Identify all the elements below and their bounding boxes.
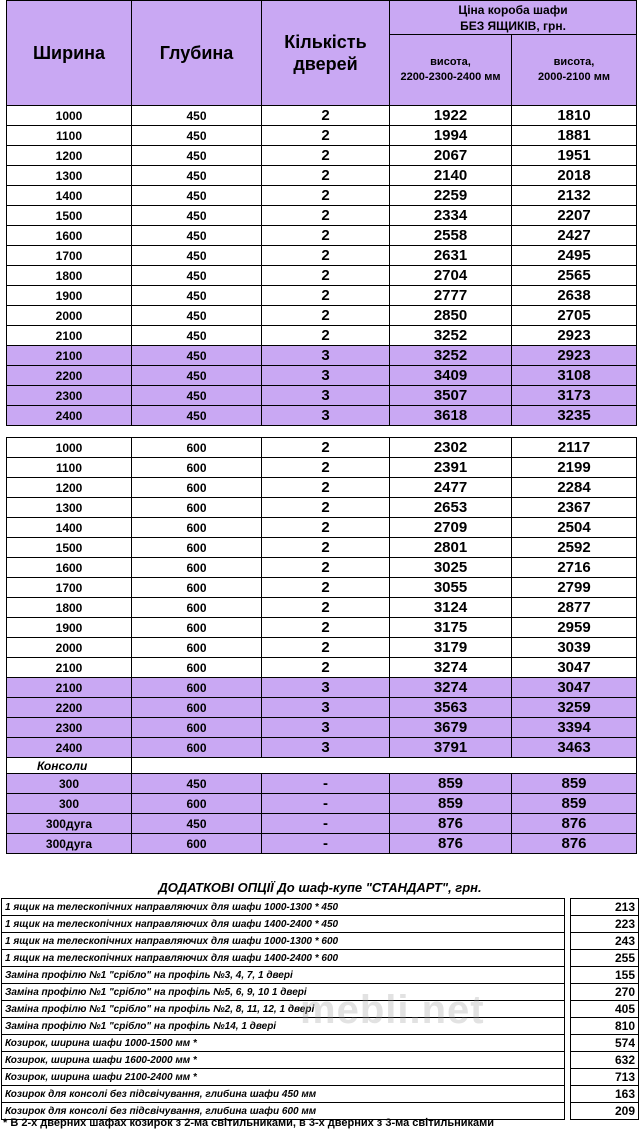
price-short-cell: 2199 <box>512 458 637 478</box>
option-row <box>2 1052 639 1069</box>
doors-cell: 2 <box>262 266 390 286</box>
width-cell: 1900 <box>7 618 132 638</box>
option-price: 213 <box>571 899 639 916</box>
price-short-cell: 2117 <box>512 438 637 458</box>
width-cell: 300дуга <box>7 814 132 834</box>
doors-cell: 2 <box>262 286 390 306</box>
option-label: 1 ящик на телескопічних направляючих для шафи 1400-2400 * 450 <box>2 916 565 933</box>
option-price: 155 <box>571 967 639 984</box>
option-row <box>2 984 639 1001</box>
price-tall-cell: 3563 <box>390 698 512 718</box>
option-row <box>2 933 639 950</box>
width-cell: 300дуга <box>7 834 132 854</box>
width-cell: 2000 <box>7 306 132 326</box>
options-title: ДОДАТКОВІ ОПЦІЇ До шаф-купе "СТАНДАРТ", грн. <box>158 880 482 895</box>
price-tall-cell: 3274 <box>390 678 512 698</box>
option-row <box>2 1035 639 1052</box>
price-tall-cell: 2558 <box>390 226 512 246</box>
width-cell: 2000 <box>7 638 132 658</box>
depth-cell: 600 <box>132 458 262 478</box>
option-price: 243 <box>571 933 639 950</box>
price-short-cell: 3463 <box>512 738 637 758</box>
price-short-cell: 2504 <box>512 518 637 538</box>
price-short-cell: 3173 <box>512 386 637 406</box>
depth-cell: 600 <box>132 658 262 678</box>
doors-cell: 2 <box>262 658 390 678</box>
option-price: 163 <box>571 1086 639 1103</box>
doors-cell: 3 <box>262 386 390 406</box>
price-short-cell: 2877 <box>512 598 637 618</box>
price-tall-cell: 3679 <box>390 718 512 738</box>
option-price: 405 <box>571 1001 639 1018</box>
price-tall-cell: 2391 <box>390 458 512 478</box>
width-cell: 1700 <box>7 246 132 266</box>
depth-column-header: Глубина <box>132 1 262 106</box>
table-row <box>7 598 637 618</box>
table-row <box>7 186 637 206</box>
depth-cell: 450 <box>132 126 262 146</box>
table-row <box>7 206 637 226</box>
table-row <box>7 266 637 286</box>
depth-cell: 600 <box>132 738 262 758</box>
price-short-cell: 2799 <box>512 578 637 598</box>
price-short-cell: 2132 <box>512 186 637 206</box>
price-short-cell: 2207 <box>512 206 637 226</box>
price-short-cell: 2638 <box>512 286 637 306</box>
depth-cell: 600 <box>132 578 262 598</box>
price-tall-cell: 2704 <box>390 266 512 286</box>
depth-cell: 450 <box>132 146 262 166</box>
depth-cell: 600 <box>132 598 262 618</box>
width-cell: 1100 <box>7 458 132 478</box>
width-cell: 2400 <box>7 738 132 758</box>
price-short-cell: 2565 <box>512 266 637 286</box>
depth-cell: 450 <box>132 386 262 406</box>
doors-cell: 3 <box>262 678 390 698</box>
option-label: Заміна профілю №1 "срібло" на профіль №5, 6, 9, 10 1 двері <box>2 984 565 1001</box>
width-cell: 1000 <box>7 106 132 126</box>
width-cell: 1300 <box>7 498 132 518</box>
width-cell: 1400 <box>7 186 132 206</box>
depth-cell: 600 <box>132 478 262 498</box>
price-short-cell: 2592 <box>512 538 637 558</box>
table-row <box>7 306 637 326</box>
doors-cell: 2 <box>262 206 390 226</box>
depth-cell: 450 <box>132 106 262 126</box>
table-row <box>7 578 637 598</box>
doors-cell: 3 <box>262 346 390 366</box>
table-row <box>7 738 637 758</box>
option-label: 1 ящик на телескопічних направляючих для шафи 1400-2400 * 600 <box>2 950 565 967</box>
price-tall-cell: 876 <box>390 834 512 854</box>
price-tall-cell: 1994 <box>390 126 512 146</box>
width-cell: 2100 <box>7 346 132 366</box>
table-row <box>7 618 637 638</box>
doors-cell: 2 <box>262 558 390 578</box>
depth-cell: 450 <box>132 206 262 226</box>
consoles-section <box>7 758 637 854</box>
depth-cell: 600 <box>132 834 262 854</box>
table-row <box>7 794 637 814</box>
doors-cell: - <box>262 794 390 814</box>
price-tall-cell: 3025 <box>390 558 512 578</box>
table-row <box>7 518 637 538</box>
table-row <box>7 718 637 738</box>
price-tall-cell: 3124 <box>390 598 512 618</box>
option-price: 270 <box>571 984 639 1001</box>
doors-cell: 2 <box>262 306 390 326</box>
price-tall-cell: 3252 <box>390 346 512 366</box>
width-cell: 1900 <box>7 286 132 306</box>
price-tall-cell: 876 <box>390 814 512 834</box>
doors-cell: 2 <box>262 598 390 618</box>
price-group-header: Ціна короба шафи БЕЗ ЯЩИКІВ, грн. <box>390 1 637 35</box>
price-tall-cell: 2140 <box>390 166 512 186</box>
price-short-cell: 2367 <box>512 498 637 518</box>
table-row <box>7 166 637 186</box>
width-cell: 2200 <box>7 366 132 386</box>
option-label: Заміна профілю №1 "срібло" на профіль №2, 8, 11, 12, 1 двері <box>2 1001 565 1018</box>
width-cell: 2300 <box>7 718 132 738</box>
price-short-cell: 2018 <box>512 166 637 186</box>
option-price: 223 <box>571 916 639 933</box>
depth-450-section <box>7 106 637 426</box>
table-row <box>7 406 637 426</box>
table-row <box>7 126 637 146</box>
price-tall-cell: 3179 <box>390 638 512 658</box>
price-tall-cell: 3409 <box>390 366 512 386</box>
table-row <box>7 386 637 406</box>
options-table <box>1 898 639 1120</box>
doors-cell: 2 <box>262 326 390 346</box>
doors-cell: 3 <box>262 738 390 758</box>
table-row <box>7 698 637 718</box>
option-row <box>2 916 639 933</box>
depth-cell: 600 <box>132 438 262 458</box>
consoles-title: Консоли <box>7 758 132 774</box>
option-price: 632 <box>571 1052 639 1069</box>
price-short-cell: 2284 <box>512 478 637 498</box>
price-tall-cell: 2302 <box>390 438 512 458</box>
depth-cell: 600 <box>132 558 262 578</box>
doors-cell: 2 <box>262 498 390 518</box>
price-short-cell: 876 <box>512 834 637 854</box>
depth-cell: 450 <box>132 346 262 366</box>
table-row <box>7 834 637 854</box>
doors-cell: - <box>262 814 390 834</box>
option-row <box>2 1086 639 1103</box>
price-tall-cell: 3618 <box>390 406 512 426</box>
price-short-cell: 3235 <box>512 406 637 426</box>
width-cell: 1500 <box>7 206 132 226</box>
width-cell: 1800 <box>7 266 132 286</box>
footnote: * В 2-х дверних шафах козирок з 2-ма світильниками, в 3-х дверних з 3-ма світильниками <box>3 1117 495 1129</box>
option-row <box>2 950 639 967</box>
width-cell: 2300 <box>7 386 132 406</box>
doors-cell: 2 <box>262 618 390 638</box>
doors-cell: 3 <box>262 718 390 738</box>
depth-600-section <box>7 438 637 758</box>
table-row <box>7 638 637 658</box>
width-cell: 1300 <box>7 166 132 186</box>
table-row <box>7 538 637 558</box>
width-cell: 2100 <box>7 678 132 698</box>
width-cell: 1200 <box>7 146 132 166</box>
doors-cell: 3 <box>262 698 390 718</box>
price-short-cell: 2923 <box>512 346 637 366</box>
width-cell: 2100 <box>7 658 132 678</box>
doors-cell: 2 <box>262 186 390 206</box>
table-row <box>7 146 637 166</box>
short-height-column-header: висота, 2000-2100 мм <box>512 35 637 106</box>
tall-height-column-header: висота, 2200-2300-2400 мм <box>390 35 512 106</box>
price-short-cell: 1810 <box>512 106 637 126</box>
width-cell: 1700 <box>7 578 132 598</box>
depth-cell: 450 <box>132 266 262 286</box>
option-price: 209 <box>571 1103 639 1120</box>
doors-cell: 3 <box>262 406 390 426</box>
price-tall-cell: 2334 <box>390 206 512 226</box>
price-tall-cell: 2259 <box>390 186 512 206</box>
width-cell: 300 <box>7 774 132 794</box>
price-tall-cell: 2477 <box>390 478 512 498</box>
depth-cell: 450 <box>132 166 262 186</box>
depth-cell: 450 <box>132 246 262 266</box>
doors-column-header: Кількість дверей <box>262 1 390 106</box>
table-row <box>7 346 637 366</box>
price-tall-cell: 1922 <box>390 106 512 126</box>
price-short-cell: 876 <box>512 814 637 834</box>
price-tall-cell: 3507 <box>390 386 512 406</box>
table-row <box>7 286 637 306</box>
price-short-cell: 3039 <box>512 638 637 658</box>
table-row <box>7 678 637 698</box>
price-tall-cell: 3055 <box>390 578 512 598</box>
depth-cell: 600 <box>132 538 262 558</box>
width-cell: 1400 <box>7 518 132 538</box>
depth-cell: 600 <box>132 794 262 814</box>
table-row <box>7 246 637 266</box>
depth-cell: 450 <box>132 226 262 246</box>
price-short-cell: 2923 <box>512 326 637 346</box>
option-label: Заміна профілю №1 "срібло" на профіль №3, 4, 7, 1 двері <box>2 967 565 984</box>
option-price: 713 <box>571 1069 639 1086</box>
doors-cell: 2 <box>262 126 390 146</box>
depth-cell: 600 <box>132 678 262 698</box>
depth-cell: 600 <box>132 638 262 658</box>
width-cell: 2200 <box>7 698 132 718</box>
depth-cell: 600 <box>132 698 262 718</box>
doors-cell: 3 <box>262 366 390 386</box>
table-row <box>7 226 637 246</box>
price-short-cell: 3259 <box>512 698 637 718</box>
price-short-cell: 3108 <box>512 366 637 386</box>
depth-cell: 450 <box>132 326 262 346</box>
depth-cell: 600 <box>132 718 262 738</box>
width-cell: 300 <box>7 794 132 814</box>
option-label: Козирок, ширина шафи 1000-1500 мм * <box>2 1035 565 1052</box>
width-cell: 1000 <box>7 438 132 458</box>
table-row <box>7 498 637 518</box>
price-tall-cell: 2631 <box>390 246 512 266</box>
table-row <box>7 458 637 478</box>
option-label: Козирок, ширина шафи 2100-2400 мм * <box>2 1069 565 1086</box>
price-short-cell: 2716 <box>512 558 637 578</box>
depth-cell: 450 <box>132 774 262 794</box>
price-short-cell: 2959 <box>512 618 637 638</box>
price-tall-cell: 2850 <box>390 306 512 326</box>
width-cell: 1600 <box>7 558 132 578</box>
doors-cell: - <box>262 774 390 794</box>
price-short-cell: 859 <box>512 794 637 814</box>
watermark: mebli.net <box>300 988 485 1032</box>
option-label: 1 ящик на телескопічних направляючих для шафи 1000-1300 * 600 <box>2 933 565 950</box>
doors-cell: 2 <box>262 246 390 266</box>
price-short-cell: 1881 <box>512 126 637 146</box>
depth-cell: 600 <box>132 518 262 538</box>
width-cell: 1100 <box>7 126 132 146</box>
price-short-cell: 859 <box>512 774 637 794</box>
depth-cell: 450 <box>132 814 262 834</box>
table-row <box>7 106 637 126</box>
price-tall-cell: 2801 <box>390 538 512 558</box>
price-short-cell: 2705 <box>512 306 637 326</box>
doors-cell: 2 <box>262 518 390 538</box>
doors-cell: 2 <box>262 438 390 458</box>
width-cell: 1500 <box>7 538 132 558</box>
doors-cell: 2 <box>262 478 390 498</box>
price-short-cell: 1951 <box>512 146 637 166</box>
doors-cell: 2 <box>262 166 390 186</box>
price-short-cell: 3394 <box>512 718 637 738</box>
price-tall-cell: 3274 <box>390 658 512 678</box>
table-row <box>7 558 637 578</box>
depth-cell: 600 <box>132 618 262 638</box>
doors-cell: 2 <box>262 146 390 166</box>
width-cell: 1200 <box>7 478 132 498</box>
price-tall-cell: 2709 <box>390 518 512 538</box>
doors-cell: 2 <box>262 458 390 478</box>
price-short-cell: 3047 <box>512 658 637 678</box>
option-row <box>2 967 639 984</box>
price-tall-cell: 2653 <box>390 498 512 518</box>
width-cell: 1600 <box>7 226 132 246</box>
width-column-header: Ширина <box>7 1 132 106</box>
option-label: 1 ящик на телескопічних направляючих для шафи 1000-1300 * 450 <box>2 899 565 916</box>
depth-cell: 450 <box>132 406 262 426</box>
doors-cell: - <box>262 834 390 854</box>
option-price: 255 <box>571 950 639 967</box>
table-row <box>7 326 637 346</box>
option-row <box>2 1069 639 1086</box>
width-cell: 2100 <box>7 326 132 346</box>
option-label: Козирок для консолі без підсвічування, глибина шафи 450 мм <box>2 1086 565 1103</box>
price-tall-cell: 859 <box>390 794 512 814</box>
option-label: Козирок, ширина шафи 1600-2000 мм * <box>2 1052 565 1069</box>
depth-cell: 450 <box>132 366 262 386</box>
depth-cell: 600 <box>132 498 262 518</box>
doors-cell: 2 <box>262 226 390 246</box>
price-short-cell: 2495 <box>512 246 637 266</box>
width-cell: 2400 <box>7 406 132 426</box>
doors-cell: 2 <box>262 638 390 658</box>
price-table-header <box>7 1 637 106</box>
table-row <box>7 438 637 458</box>
option-row <box>2 1001 639 1018</box>
price-tall-cell: 2777 <box>390 286 512 306</box>
option-label: Заміна профілю №1 "срібло" на профіль №14, 1 двері <box>2 1018 565 1035</box>
table-row <box>7 366 637 386</box>
price-tall-cell: 3252 <box>390 326 512 346</box>
doors-cell: 2 <box>262 578 390 598</box>
doors-cell: 2 <box>262 106 390 126</box>
doors-cell: 2 <box>262 538 390 558</box>
width-cell: 1800 <box>7 598 132 618</box>
option-row <box>2 1018 639 1035</box>
price-short-cell: 3047 <box>512 678 637 698</box>
table-row <box>7 814 637 834</box>
price-tall-cell: 2067 <box>390 146 512 166</box>
table-row <box>7 478 637 498</box>
price-tall-cell: 3175 <box>390 618 512 638</box>
price-table <box>6 0 637 854</box>
option-row <box>2 899 639 916</box>
option-price: 574 <box>571 1035 639 1052</box>
depth-cell: 450 <box>132 306 262 326</box>
price-tall-cell: 859 <box>390 774 512 794</box>
depth-cell: 450 <box>132 286 262 306</box>
table-row <box>7 658 637 678</box>
option-label: Козирок для консолі без підсвічування, глибина шафи 600 мм <box>2 1103 565 1120</box>
section-gap <box>7 426 637 438</box>
depth-cell: 450 <box>132 186 262 206</box>
option-price: 810 <box>571 1018 639 1035</box>
table-row <box>7 774 637 794</box>
price-short-cell: 2427 <box>512 226 637 246</box>
price-tall-cell: 3791 <box>390 738 512 758</box>
